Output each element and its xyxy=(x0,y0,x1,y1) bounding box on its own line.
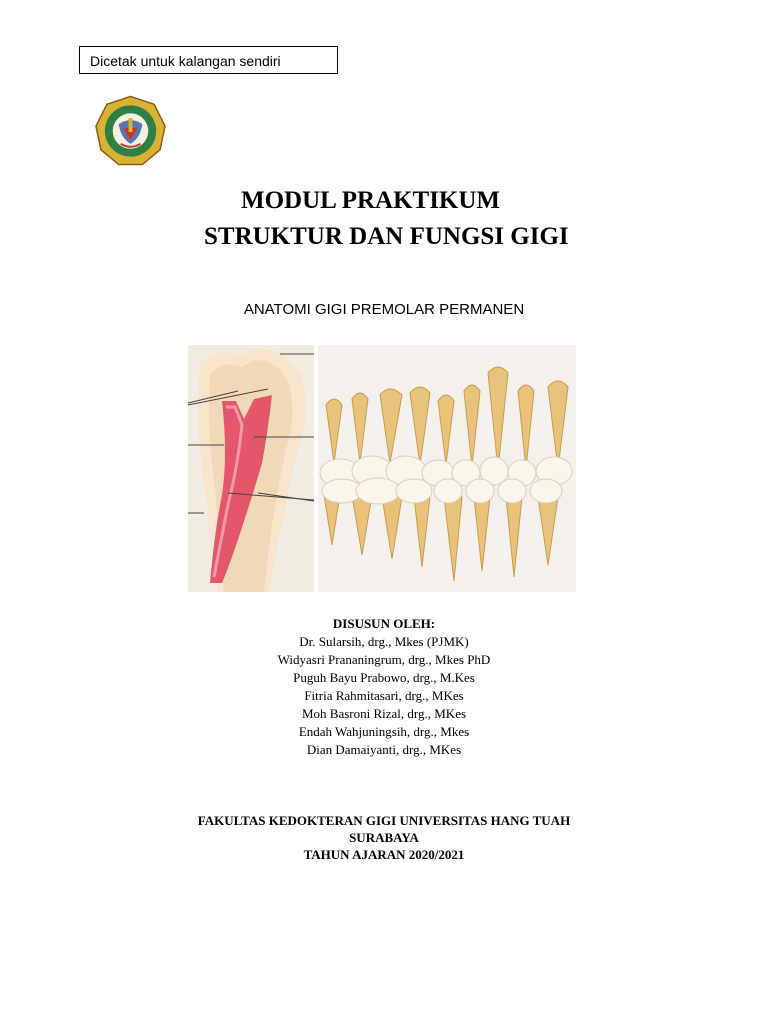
print-notice: Dicetak untuk kalangan sendiri xyxy=(79,46,338,74)
credits-heading: DISUSUN OLEH: xyxy=(332,616,436,631)
faculty-name: FAKULTAS KEDOKTERAN GIGI UNIVERSITAS HANG TUAH xyxy=(197,813,571,828)
page-title-line-1: MODUL PRAKTIKUM xyxy=(241,187,501,214)
author-name: Puguh Bayu Prabowo, drg., M.Kes xyxy=(293,670,475,685)
author-name: Moh Basroni Rizal, drg., MKes xyxy=(301,706,467,721)
academic-year: TAHUN AJARAN 2020/2021 xyxy=(303,847,465,862)
author-name: Dian Damaiyanti, drg., MKes xyxy=(306,742,462,757)
university-seal-icon xyxy=(93,94,168,168)
faculty-city: SURABAYA xyxy=(349,830,419,845)
page-title-line-2: STRUKTUR DAN FUNGSI GIGI xyxy=(204,223,569,250)
tooth-cross-section-image xyxy=(188,345,314,592)
teeth-row-image xyxy=(318,345,576,592)
author-name: Fitria Rahmitasari, drg., MKes xyxy=(304,688,464,703)
faculty-footer xyxy=(0,812,768,863)
tooth-cross-section-icon xyxy=(188,345,314,592)
author-list xyxy=(0,633,768,759)
author-name: Endah Wahjuningsih, drg., Mkes xyxy=(298,724,470,739)
permanent-teeth-row-icon xyxy=(318,345,576,592)
author-name: Widyasri Prananingrum, drg., Mkes PhD xyxy=(277,652,491,667)
author-name: Dr. Sularsih, drg., Mkes (PJMK) xyxy=(299,634,469,649)
page-subtitle: ANATOMI GIGI PREMOLAR PERMANEN xyxy=(243,301,525,318)
